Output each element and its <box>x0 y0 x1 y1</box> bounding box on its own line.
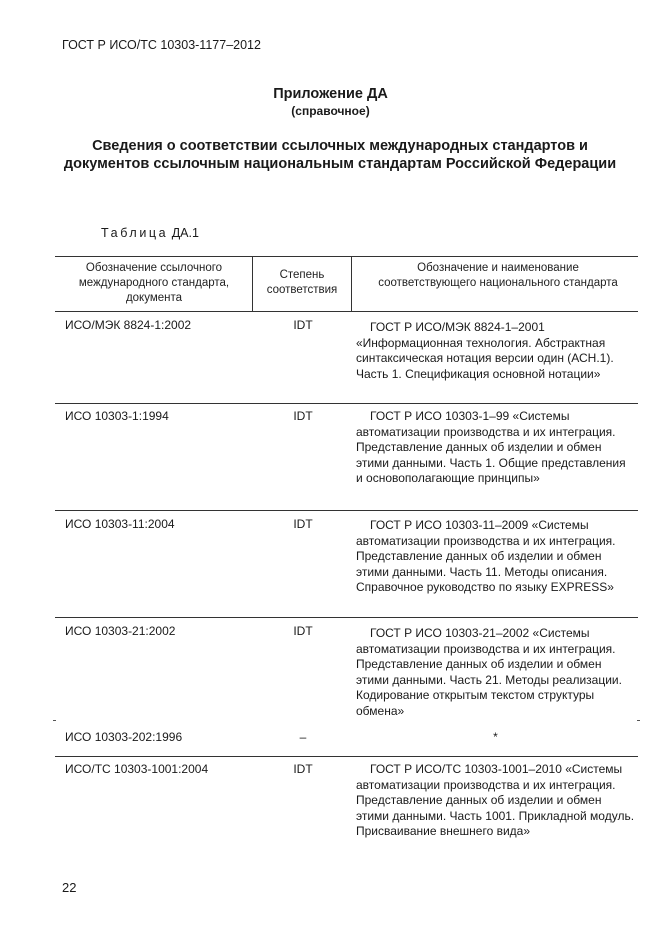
table-caption <box>101 226 199 240</box>
row-intl-standard: ИСО/ТС 10303-1001:2004 <box>65 762 209 776</box>
row-border <box>55 403 638 404</box>
document-header: ГОСТ Р ИСО/ТС 10303-1177–2012 <box>62 38 261 52</box>
row-national-standard: * <box>493 730 498 744</box>
row-border <box>55 756 638 757</box>
section-heading: Сведения о соответствии ссылочных международных стандартов и документов ссылочным национальным стандартам Российской Федерации <box>63 138 617 172</box>
row-intl-standard: ИСО 10303-21:2002 <box>65 624 176 638</box>
row-intl-standard: ИСО/МЭК 8824-1:2002 <box>65 318 192 332</box>
header-degree: Степень соответствия <box>266 269 338 296</box>
row-national-standard: ГОСТ Р ИСО/МЭК 8824-1–2001 «Информационная технология. Абстрактная синтаксическая нотация версии один (АСН.1). Часть 1. Спецификация основной нотации» <box>356 320 614 381</box>
standards-table <box>55 256 638 861</box>
header-national-standard: Обозначение и наименование соответствующего национального стандарта <box>378 262 618 289</box>
appendix-title: Приложение ДА <box>273 86 388 102</box>
row-national-standard: ГОСТ Р ИСО 10303-21–2002 «Системы автоматизации производства и их интеграция. Представление данных об изделии и обмен этими данными. Часть 21. Методы реализации. Кодирование открытым текстом структуры обмена» <box>356 626 622 718</box>
row-border <box>55 617 638 618</box>
row-degree: IDT <box>293 409 313 423</box>
table-header-border <box>55 311 638 312</box>
row-national-standard: ГОСТ Р ИСО 10303-1–99 «Системы автоматизации производства и их интеграция. Представление данных об изделии и обмен этими данными. Часть 1. Общие представления и основополагающие принципы» <box>356 409 626 485</box>
row-intl-standard: ИСО 10303-11:2004 <box>65 517 175 531</box>
row-national-standard: ГОСТ Р ИСО 10303-11–2009 «Системы автоматизации производства и их интеграция. Представление данных об изделии и обмен этими данными. Часть 11. Методы описания. Справочное руководство по языку EXPRESS» <box>356 518 616 594</box>
row-degree: IDT <box>293 517 313 531</box>
row-degree: IDT <box>293 318 313 332</box>
row-intl-standard: ИСО 10303-1:1994 <box>65 409 169 423</box>
row-degree: IDT <box>293 624 313 638</box>
row-degree: – <box>299 730 307 744</box>
header-intl-standard: Обозначение ссылочного международного стандарта, документа <box>78 262 230 304</box>
row-degree: IDT <box>293 762 313 776</box>
column-divider <box>351 256 352 311</box>
table-top-border <box>55 256 638 257</box>
row-national-standard: ГОСТ Р ИСО/ТС 10303-1001–2010 «Системы автоматизации производства и их интеграция. Представление данных об изделии и обмен этими данными. Часть 1001. Прикладной модуль. Присваивание внешнего вида» <box>356 762 635 838</box>
table-caption-word: Таблица <box>101 226 169 240</box>
column-divider <box>252 256 253 311</box>
edge-mark <box>53 720 56 721</box>
appendix-subtitle: (справочное) <box>291 104 370 118</box>
table-caption-number: ДА.1 <box>171 226 199 240</box>
edge-mark <box>637 720 640 721</box>
page-number: 22 <box>62 880 77 895</box>
row-border <box>55 510 638 511</box>
row-intl-standard: ИСО 10303-202:1996 <box>65 730 183 744</box>
